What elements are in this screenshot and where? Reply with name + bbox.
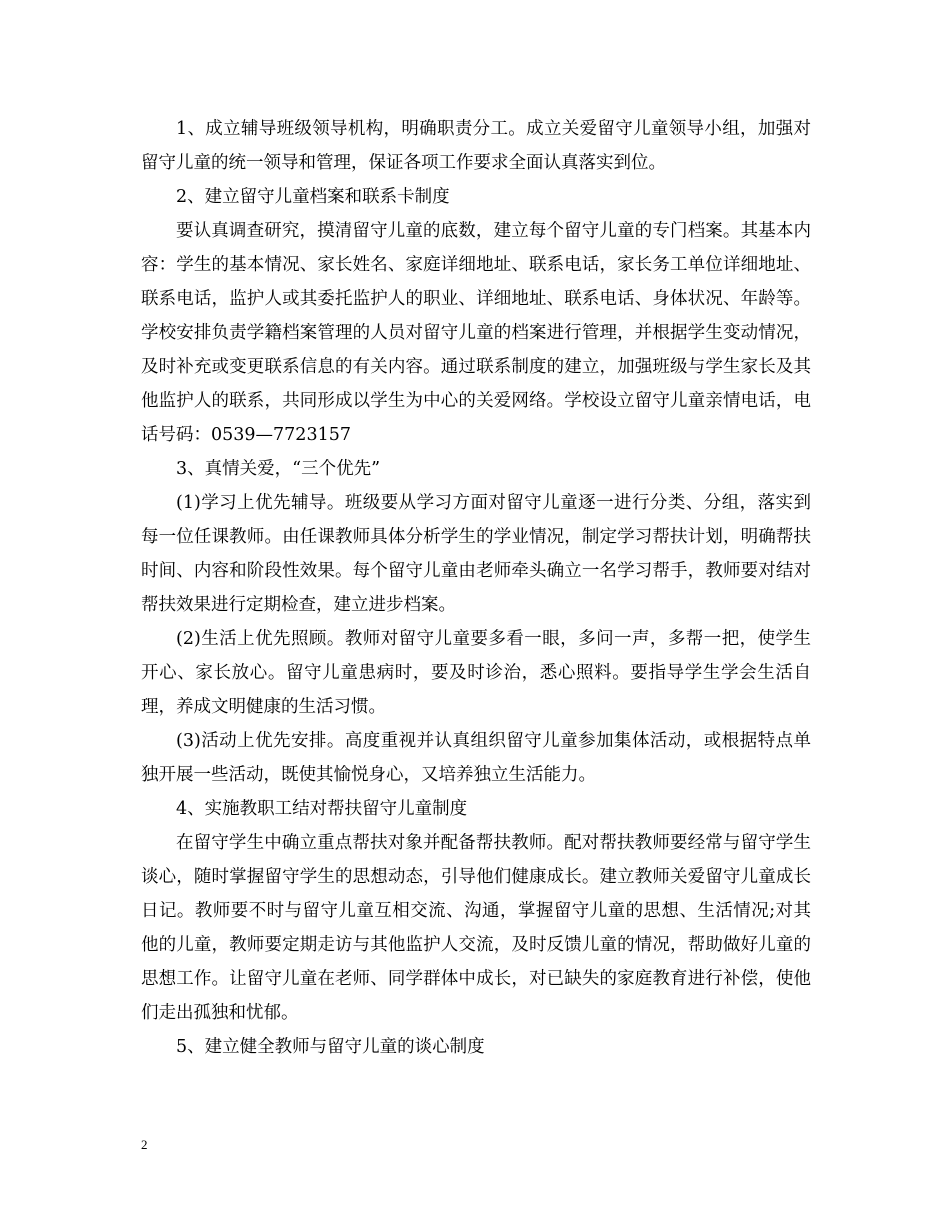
heading-5: 5、建立健全教师与留守儿童的谈心制度 [176,1037,485,1057]
paragraph-2-content: 要认真调查研究，摸清留守儿童的底数，建立每个留守儿童的专门档案。其基本内容：学生的基本情况、家长姓名、家庭详细地址、联系电话，家长务工单位详细地址、联系电话，监护人或其委托监护人的职业、详细地址、联系电话、身体状况、年龄等。学校安排负责学籍档案管理的人员对留守儿童的档案进行管理，并根据学生变动情况，及时补充或变更联系信息的有关内容。通过联系制度的建立，加强班级与学生家长及其他监护人的联系，共同形成以学生为中心的关爱网络。学校设立留守儿童亲情电话，电话号码：0539—7723157 [141,221,811,445]
heading-4: 4、实施教职工结对帮扶留守儿童制度 [176,799,468,819]
paragraph-1: 1、成立辅导班级领导机构，明确职责分工。成立关爱留守儿童领导小组，加强对留守儿童的统一领导和管理，保证各项工作要求全面认真落实到位。 [141,119,811,173]
document-body [141,112,811,1064]
page-number: 2 [141,1137,148,1152]
paragraph-3-2: (2)生活上优先照顾。教师对留守儿童要多看一眼，多问一声，多帮一把，使学生开心、家长放心。留守儿童患病时，要及时诊治，悉心照料。要指导学生学会生活自理，养成文明健康的生活习惯。 [141,629,811,717]
heading-3: 3、真情关爱，“三个优先” [176,459,381,479]
paragraph-4-content: 在留守学生中确立重点帮扶对象并配备帮扶教师。配对帮扶教师要经常与留守学生谈心，随时掌握留守学生的思想动态，引导他们健康成长。建立教师关爱留守儿童成长日记。教师要不时与留守儿童互相交流、沟通，掌握留守儿童的思想、生活情况;对其他的儿童，教师要定期走访与其他监护人交流，及时反馈儿童的情况，帮助做好儿童的思想工作。让留守儿童在老师、同学群体中成长，对已缺失的家庭教育进行补偿，使他们走出孤独和忧郁。 [141,833,811,1023]
paragraph-3-1: (1)学习上优先辅导。班级要从学习方面对留守儿童逐一进行分类、分组，落实到每一位任课教师。由任课教师具体分析学生的学业情况，制定学习帮扶计划，明确帮扶时间、内容和阶段性效果。每个留守儿童由老师牵头确立一名学习帮手，教师要对结对帮扶效果进行定期检查，建立进步档案。 [141,493,811,615]
heading-2: 2、建立留守儿童档案和联系卡制度 [176,187,450,207]
paragraph-3-3: (3)活动上优先安排。高度重视并认真组织留守儿童参加集体活动，或根据特点单独开展一些活动，既使其愉悦身心，又培养独立生活能力。 [141,731,811,785]
